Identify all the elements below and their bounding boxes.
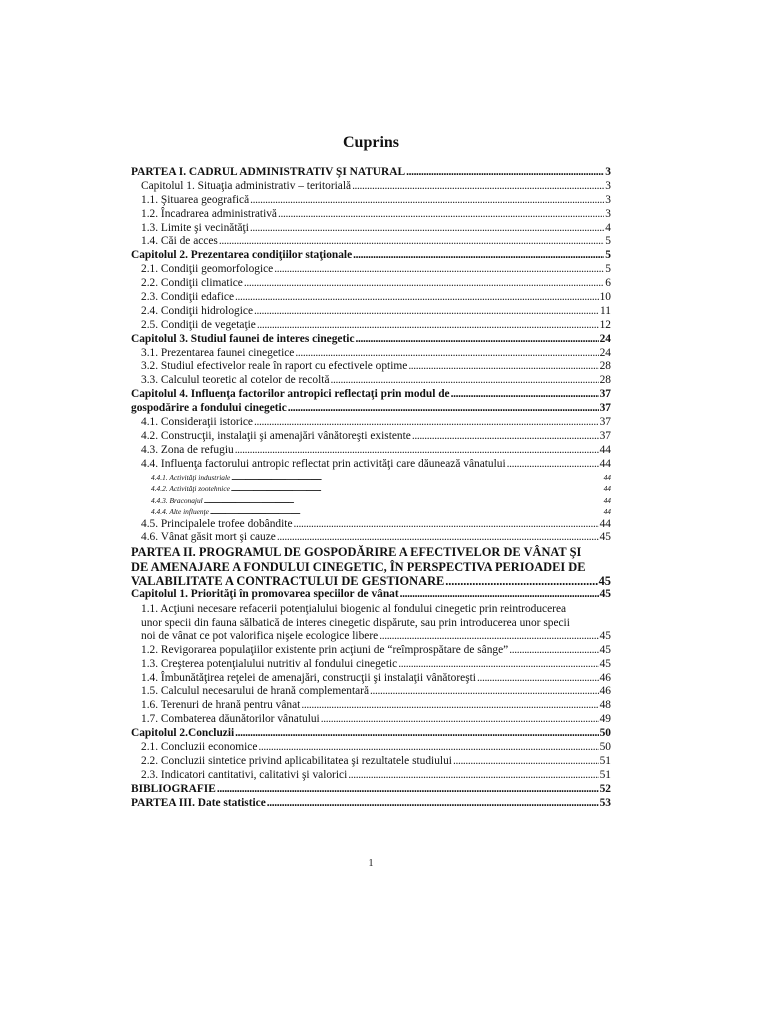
toc-entry[interactable] xyxy=(131,588,611,602)
toc-entry-page: 37 xyxy=(599,416,611,429)
toc-entry-label: 1.1. Şituarea geografică xyxy=(141,193,250,206)
dot-leader xyxy=(507,458,599,472)
toc-entry-page: 45 xyxy=(599,643,611,656)
toc-entry-label: DE AMENAJARE A FONDULUI CINEGETIC, ÎN PERSPECTIVA PERIOADEI DE xyxy=(131,559,586,574)
toc-entry[interactable] xyxy=(131,472,611,484)
toc-entry[interactable] xyxy=(131,291,611,305)
toc-entry[interactable] xyxy=(131,430,611,444)
toc-entry[interactable] xyxy=(131,374,611,388)
toc-entry[interactable] xyxy=(131,769,611,783)
toc-entry-page: 37 xyxy=(599,402,611,415)
toc-entry-label: 4.4. Influenţa factorului antropic reflectat prin activităţi care dăunează vânatului xyxy=(141,457,506,470)
toc-entry-page: 44 xyxy=(599,457,611,470)
toc-entry-label: 2.3. Condiţii edafice xyxy=(141,291,234,303)
toc-entry-label: Capitolul 3. Studiul faunei de interes cinegetic xyxy=(131,332,355,345)
dot-leader xyxy=(254,305,599,319)
toc-entry-page: 6 xyxy=(605,277,611,290)
toc-entry[interactable] xyxy=(131,797,611,811)
toc-entry-page: 3 xyxy=(605,193,611,206)
toc-entry-label: 3.1. Prezentarea faunei cinegetice xyxy=(141,346,295,359)
toc-entry[interactable] xyxy=(131,685,611,699)
toc-entry-page: 3 xyxy=(605,179,611,192)
toc-entry-label: VALABILITATE A CONTRACTULUI DE GESTIONARE xyxy=(131,573,445,588)
toc-entry-label: 2.2. Concluzii sintetice privind aplicabilitatea şi rezultatele studiului xyxy=(141,754,452,767)
dot-leader xyxy=(294,518,599,532)
dot-leader xyxy=(445,574,597,588)
toc-entry-label: 1.4. Îmbunătăţirea reţelei de amenajări, construcţii şi instalaţii vânătoreşti xyxy=(141,671,476,684)
dot-leader xyxy=(250,194,604,208)
toc-entry-page: 28 xyxy=(599,360,611,373)
toc-entry-page: 24 xyxy=(599,346,611,359)
toc-entry-label: 1.5. Calculul necesarului de hrană complementară xyxy=(141,685,370,698)
dot-leader xyxy=(398,658,598,672)
toc-entry-label: unor specii din fauna sălbatică de interes cinegetic dispărute, sau prin introducerea unor specii xyxy=(141,616,570,629)
toc-entry-label: 4.4.1. Activităţi industriale xyxy=(151,472,231,482)
toc-entry-label: BIBLIOGRAFIE xyxy=(131,782,216,795)
dot-leader xyxy=(321,713,599,727)
toc-entry[interactable] xyxy=(131,783,611,797)
dot-leader xyxy=(235,727,598,741)
toc-entry-multiline[interactable] xyxy=(131,602,611,644)
toc-entry-page: 50 xyxy=(599,727,611,740)
dot-leader xyxy=(353,249,604,263)
toc-entry-page: 45 xyxy=(599,587,611,600)
toc-entry[interactable] xyxy=(131,180,611,194)
dot-leader xyxy=(250,222,604,236)
toc-entry[interactable] xyxy=(131,347,611,361)
toc-entry-page: 50 xyxy=(599,740,611,753)
toc-entry-page: 51 xyxy=(599,768,611,781)
toc-entry-label: 3.3. Calculul teoretic al cotelor de recoltă xyxy=(141,374,330,387)
toc-entry-label: 2.2. Condiţii climatice xyxy=(141,277,243,290)
toc-entry-page: 5 xyxy=(605,235,611,248)
toc-entry-page: 49 xyxy=(599,713,611,726)
dot-leader xyxy=(204,495,603,507)
toc-entry-page: 4 xyxy=(605,221,611,234)
toc-entry[interactable] xyxy=(131,222,611,236)
toc-entry[interactable] xyxy=(131,402,611,416)
toc-entry-page: 28 xyxy=(599,374,611,387)
toc-entry-page: 45 xyxy=(598,573,611,588)
toc-entry[interactable] xyxy=(131,305,611,319)
toc-entry-label: PARTEA II. PROGRAMUL DE GOSPODĂRIRE A EFECTIVELOR DE VÂNAT ŞI xyxy=(131,545,582,560)
toc-entry-label: 4.1. Consideraţii istorice xyxy=(141,416,253,429)
toc-entry-page: 37 xyxy=(599,388,611,401)
toc-entry-page: 37 xyxy=(599,429,611,442)
table-of-contents xyxy=(131,166,611,810)
toc-entry[interactable] xyxy=(131,235,611,249)
toc-entry[interactable] xyxy=(131,658,611,672)
dot-leader xyxy=(235,444,599,458)
dot-leader xyxy=(301,699,598,713)
toc-entry[interactable] xyxy=(131,249,611,263)
toc-entry[interactable] xyxy=(131,506,611,518)
dot-leader xyxy=(267,797,599,811)
dot-leader xyxy=(244,277,604,291)
dot-leader xyxy=(352,180,604,194)
toc-entry-label: Capitolul 1. Situaţia administrativ – teritorială xyxy=(141,179,352,192)
toc-entry-page: 44 xyxy=(603,484,611,494)
toc-entry-label: 2.3. Indicatori cantitativi, calitativi şi valorici xyxy=(141,768,348,781)
toc-entry-label: 4.6. Vânat găsit mort şi cauze xyxy=(141,531,276,544)
toc-entry-page: 52 xyxy=(599,782,611,795)
toc-entry-page: 53 xyxy=(599,796,611,809)
toc-entry[interactable] xyxy=(131,727,611,741)
toc-entry-page: 24 xyxy=(599,332,611,345)
toc-entry-label: 4.4.2. Activităţi zootehnice xyxy=(151,484,230,494)
toc-entry-label: Capitolul 1. Priorităţi în promovarea speciilor de vânat xyxy=(131,587,399,600)
toc-entry-page: 5 xyxy=(605,263,611,276)
dot-leader xyxy=(406,166,604,180)
toc-entry-page: 46 xyxy=(599,685,611,698)
dot-leader xyxy=(258,741,598,755)
toc-entry-label: 1.6. Terenuri de hrană pentru vânat xyxy=(141,699,301,712)
toc-entry[interactable] xyxy=(131,263,611,277)
toc-entry[interactable] xyxy=(131,388,611,402)
toc-entry-page: 44 xyxy=(603,495,611,505)
dot-leader xyxy=(408,360,598,374)
toc-entry-label: 1.4. Căi de acces xyxy=(141,235,218,248)
toc-entry-label: PARTEA III. Date statistice xyxy=(131,796,266,809)
toc-entry[interactable] xyxy=(131,672,611,686)
toc-entry[interactable] xyxy=(131,713,611,727)
toc-entry[interactable] xyxy=(131,416,611,430)
dot-leader xyxy=(400,588,599,602)
toc-entry[interactable] xyxy=(131,333,611,347)
dot-leader xyxy=(370,685,599,699)
dot-leader xyxy=(477,672,599,686)
toc-entry-label: 1.3. Creşterea potenţialului nutritiv al fondului cinegetic xyxy=(141,657,398,670)
toc-entry-page: 5 xyxy=(605,249,611,262)
toc-entry[interactable] xyxy=(131,444,611,458)
toc-entry-page: 12 xyxy=(599,318,611,331)
toc-entry-label: Capitolul 4. Influenţa factorilor antropici reflectaţi prin modul de xyxy=(131,388,450,401)
toc-entry[interactable] xyxy=(131,755,611,769)
dot-leader xyxy=(235,291,599,305)
toc-entry-page: 44 xyxy=(599,443,611,456)
toc-entry-page: 3 xyxy=(605,165,611,178)
toc-entry-page: 44 xyxy=(603,507,611,517)
toc-entry-page: 3 xyxy=(605,207,611,220)
toc-entry-label: 3.2. Studiul efectivelor reale în raport cu efectivele optime xyxy=(141,360,408,373)
dot-leader xyxy=(219,235,604,249)
toc-entry-page: 45 xyxy=(599,629,611,642)
toc-entry-label: Capitolul 2. Prezentarea condiţiilor staţionale xyxy=(131,249,353,262)
toc-entry[interactable] xyxy=(131,495,611,507)
dot-leader xyxy=(277,531,599,545)
toc-entry-label: 1.7. Combaterea dăunătorilor vânatului xyxy=(141,713,320,726)
dot-leader xyxy=(231,472,602,484)
toc-entry-label: 2.5. Condiţii de vegetaţie xyxy=(141,318,256,331)
toc-entry[interactable] xyxy=(131,531,611,545)
toc-entry-label: 1.2. Revigorarea populaţiilor existente prin acţiuni de “reîmprospătare de sânge” xyxy=(141,643,509,656)
toc-entry[interactable] xyxy=(131,458,611,472)
toc-entry-label: 1.2. Încadrarea administrativă xyxy=(141,207,277,220)
toc-entry-page: 46 xyxy=(599,671,611,684)
toc-entry-label: noi de vânat ce pot valorifica nişele ecologice libere xyxy=(141,629,379,642)
toc-entry-label: 4.5. Principalele trofee dobândite xyxy=(141,517,293,530)
toc-entry[interactable] xyxy=(131,518,611,532)
toc-entry[interactable] xyxy=(131,741,611,755)
toc-entry-label: 4.2. Construcţii, instalaţii şi amenajări vânătoreşti existente xyxy=(141,429,411,442)
dot-leader xyxy=(348,769,598,783)
dot-leader xyxy=(356,333,599,347)
toc-entry[interactable] xyxy=(131,277,611,291)
dot-leader xyxy=(295,347,598,361)
toc-entry[interactable] xyxy=(131,194,611,208)
dot-leader xyxy=(274,263,604,277)
toc-entry-page: 51 xyxy=(599,754,611,767)
dot-leader xyxy=(509,644,598,658)
dot-leader xyxy=(278,208,604,222)
dot-leader xyxy=(331,374,599,388)
dot-leader xyxy=(451,388,599,402)
toc-entry-page: 48 xyxy=(599,699,611,712)
toc-entry-label: 4.4.4. Alte influenţe xyxy=(151,507,209,517)
dot-leader xyxy=(412,430,599,444)
toc-entry-label: 4.4.3. Braconajul xyxy=(151,495,203,505)
dot-leader xyxy=(453,755,599,769)
toc-entry-label: PARTEA I. CADRUL ADMINISTRATIV ŞI NATURAL xyxy=(131,165,406,178)
toc-entry[interactable] xyxy=(131,166,611,180)
toc-entry-label: 2.1. Concluzii economice xyxy=(141,740,258,753)
toc-entry[interactable] xyxy=(131,319,611,333)
dot-leader xyxy=(257,319,599,333)
toc-entry-page: 44 xyxy=(603,472,611,482)
toc-entry-page: 10 xyxy=(599,291,611,303)
toc-entry-label: gospodărire a fondului cinegetic xyxy=(131,402,287,415)
dot-leader xyxy=(217,783,599,797)
toc-entry-last-line xyxy=(131,574,611,588)
dot-leader xyxy=(210,506,603,518)
toc-entry-page: 44 xyxy=(599,517,611,530)
dot-leader xyxy=(231,483,603,495)
dot-leader xyxy=(288,402,599,416)
toc-entry-label: Capitolul 2.Concluzii xyxy=(131,727,235,740)
dot-leader xyxy=(379,630,598,644)
toc-entry-page: 11 xyxy=(600,304,611,317)
toc-entry[interactable] xyxy=(131,360,611,374)
dot-leader xyxy=(254,416,599,430)
toc-entry[interactable] xyxy=(131,699,611,713)
toc-entry[interactable] xyxy=(131,483,611,495)
toc-entry-page: 45 xyxy=(599,657,611,670)
toc-entry-label: 1.3. Limite şi vecinătăţi xyxy=(141,221,249,234)
toc-entry[interactable] xyxy=(131,644,611,658)
toc-entry[interactable] xyxy=(131,208,611,222)
toc-entry-page: 45 xyxy=(599,531,611,544)
toc-entry-label: 2.4. Condiţii hidrologice xyxy=(141,304,253,317)
toc-entry-last-line xyxy=(141,630,611,644)
toc-entry-label: 4.3. Zona de refugiu xyxy=(141,443,234,456)
page-number: 1 xyxy=(368,858,374,869)
page-title: Cuprins xyxy=(342,134,400,151)
toc-entry-label: 2.1. Condiţii geomorfologice xyxy=(141,263,274,276)
toc-entry-part-two[interactable] xyxy=(131,545,611,588)
toc-entry-label: 1.1. Acţiuni necesare refacerii potenţialului biogenic al fondului cinegetic prin reintroducerea xyxy=(141,602,567,615)
